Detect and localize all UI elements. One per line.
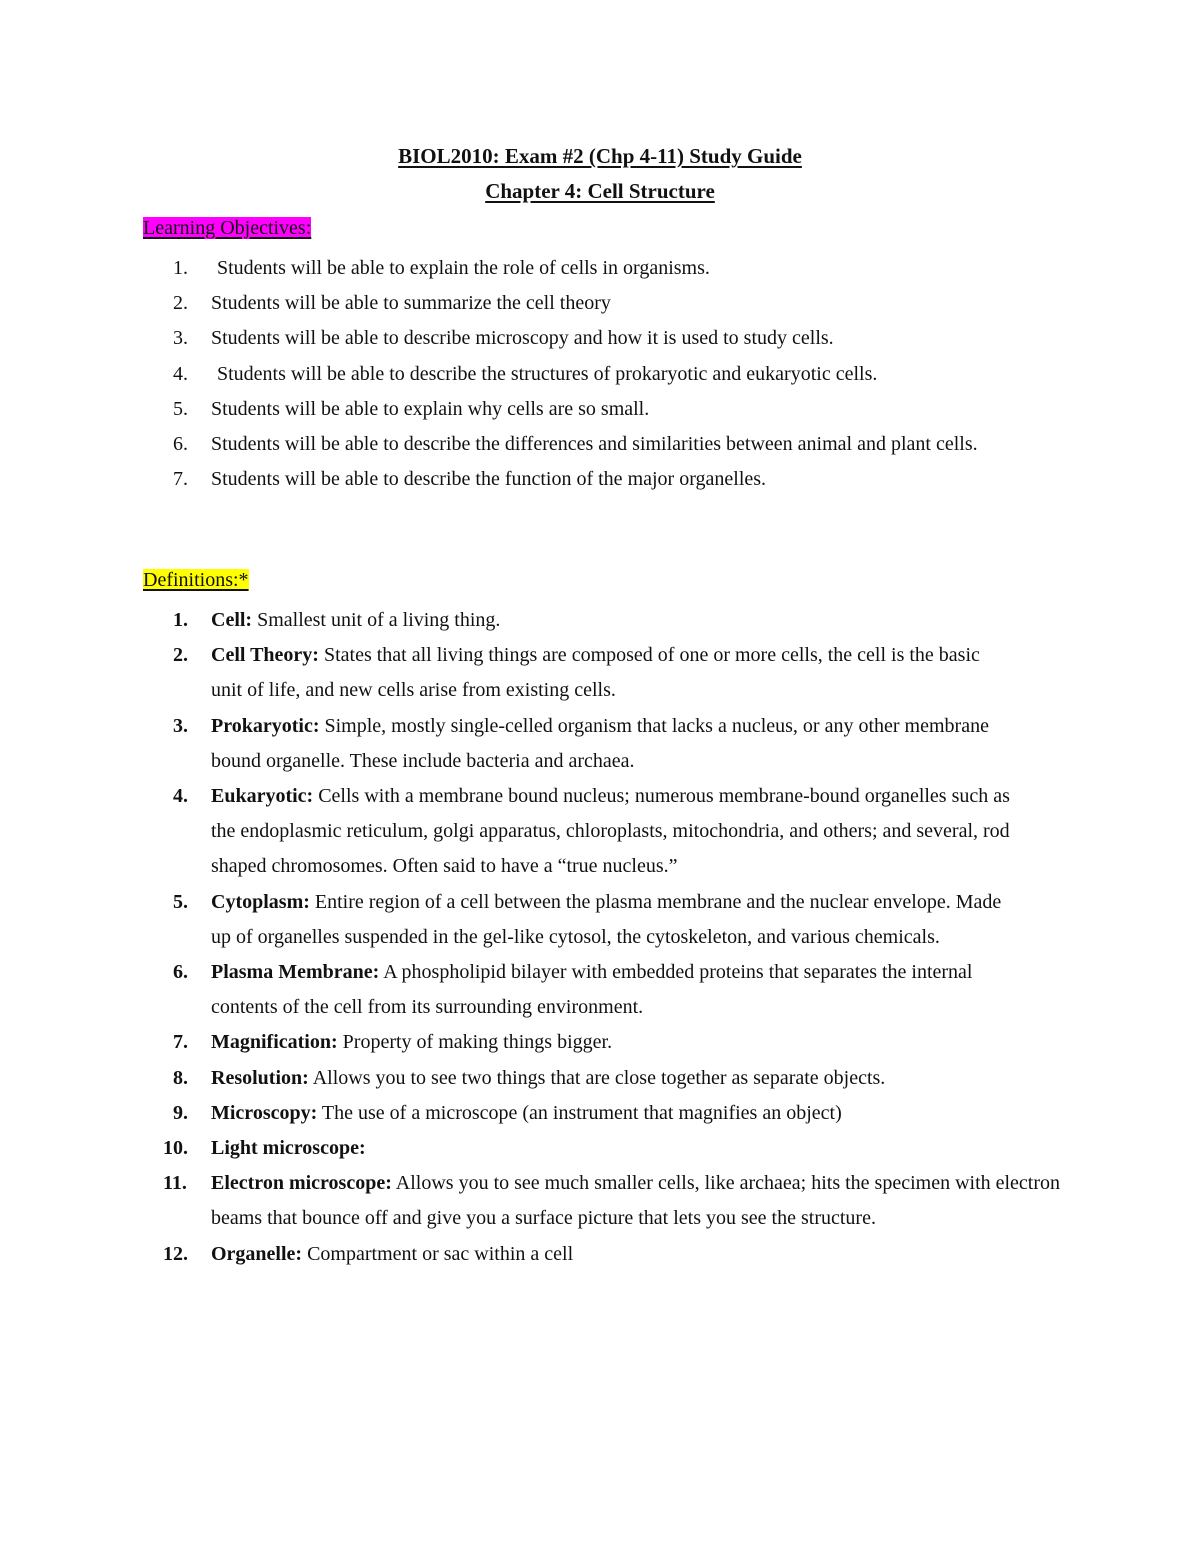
list-item <box>143 1061 1073 1096</box>
definitions-label: Definitions:* <box>143 569 249 591</box>
list-item <box>143 1237 1073 1272</box>
document-title: BIOL2010: Exam #2 (Chp 4-11) Study Guide <box>398 144 802 168</box>
item-number: 2. <box>173 292 188 315</box>
definition-term: Microscopy: <box>211 1101 318 1124</box>
definition-term: Organelle: <box>211 1242 303 1265</box>
item-number: 3. <box>173 714 188 737</box>
item-number: 4. <box>173 785 188 808</box>
list-item <box>143 603 1073 638</box>
definitions-heading <box>143 568 249 592</box>
list-item <box>143 462 1073 497</box>
objective-text: Students will be able to describe the structures of prokaryotic and eukaryotic cells. <box>217 362 878 385</box>
list-item <box>143 1131 1073 1166</box>
item-number: 7. <box>173 1031 188 1054</box>
list-item <box>143 709 1073 779</box>
chapter-title: Chapter 4: Cell Structure <box>485 179 715 203</box>
definition-text: A phospholipid bilayer with embedded proteins that separates the internal contents of the cell from its surrounding environment. <box>211 961 973 1019</box>
list-item <box>143 392 1073 427</box>
definition-text: Simple, mostly single-celled organism that lacks a nucleus, or any other membrane bound organelle. These include bacteria and archaea. <box>211 714 989 772</box>
definition-text: Allows you to see two things that are close together as separate objects. <box>308 1066 886 1089</box>
item-number: 6. <box>173 961 188 984</box>
definition-term: Prokaryotic: <box>211 714 320 737</box>
objective-text: Students will be able to describe the differences and similarities between animal and plant cells. <box>211 433 978 456</box>
item-number: 8. <box>173 1066 188 1089</box>
definition-text: Allows you to see much smaller cells, like archaea; hits the specimen with electron beams that bounce off and give you a surface picture that lets you see the structure. <box>211 1172 1061 1230</box>
learning-objectives-list <box>143 251 1073 497</box>
item-number: 2. <box>173 644 188 667</box>
definition-term: Plasma Membrane: <box>211 961 380 984</box>
item-number: 6. <box>173 433 188 456</box>
definitions-list <box>143 603 1073 1272</box>
objective-text: Students will be able to describe the function of the major organelles. <box>211 468 767 491</box>
list-item <box>143 427 1073 462</box>
definition-term: Resolution: <box>211 1066 309 1089</box>
item-number: 10. <box>163 1137 188 1160</box>
list-item <box>143 286 1073 321</box>
definition-term: Magnification: <box>211 1031 338 1054</box>
item-number: 9. <box>173 1101 188 1124</box>
learning-objectives-heading <box>143 216 311 240</box>
objective-text: Students will be able to explain why cells are so small. <box>211 397 650 420</box>
definition-term: Eukaryotic: <box>211 785 314 808</box>
list-item <box>143 638 1073 708</box>
definition-term: Cytoplasm: <box>211 890 310 913</box>
item-number: 5. <box>173 397 188 420</box>
item-number: 4. <box>173 362 188 385</box>
list-item <box>143 885 1073 955</box>
list-item <box>143 251 1073 286</box>
definition-term: Light microscope: <box>211 1137 366 1160</box>
list-item <box>143 1166 1073 1236</box>
list-item <box>143 955 1073 1025</box>
definition-text: States that all living things are composed of one or more cells, the cell is the basic unit of life, and new cells arise from existing cells. <box>211 644 980 702</box>
list-item <box>143 1096 1073 1131</box>
definition-term: Electron microscope: <box>211 1172 392 1195</box>
objective-text: Students will be able to describe microscopy and how it is used to study cells. <box>211 327 834 350</box>
item-number: 7. <box>173 468 188 491</box>
learning-objectives-label: Learning Objectives: <box>143 217 312 239</box>
definition-text: Smallest unit of a living thing. <box>252 609 501 631</box>
item-number: 1. <box>173 609 188 631</box>
item-number: 3. <box>173 327 188 350</box>
item-number: 11. <box>163 1172 187 1195</box>
definition-text: Property of making things bigger. <box>337 1031 613 1054</box>
definition-term: Cell: <box>211 609 253 631</box>
objective-text: Students will be able to summarize the cell theory <box>211 292 611 315</box>
list-item <box>143 357 1073 392</box>
definition-text: Compartment or sac within a cell <box>302 1242 574 1265</box>
definition-text: The use of a microscope (an instrument that magnifies an object) <box>317 1101 842 1124</box>
definition-text: Entire region of a cell between the plasma membrane and the nuclear envelope. Made up of organelles suspended in the gel-like cytosol, the cytoskeleton, and various chemicals. <box>211 890 1002 948</box>
list-item <box>143 1025 1073 1060</box>
definition-term: Cell Theory: <box>211 644 319 667</box>
item-number: 1. <box>173 257 188 279</box>
list-item <box>143 779 1073 885</box>
item-number: 12. <box>163 1242 188 1265</box>
objective-text: Students will be able to explain the role of cells in organisms. <box>217 257 710 279</box>
item-number: 5. <box>173 890 188 913</box>
definition-text: Cells with a membrane bound nucleus; numerous membrane-bound organelles such as the endoplasmic reticulum, golgi apparatus, chloroplasts, mitochondria, and others; and several, rod shaped chromosomes. Often said to have a “true nucleus.” <box>211 785 1010 878</box>
list-item <box>143 321 1073 356</box>
